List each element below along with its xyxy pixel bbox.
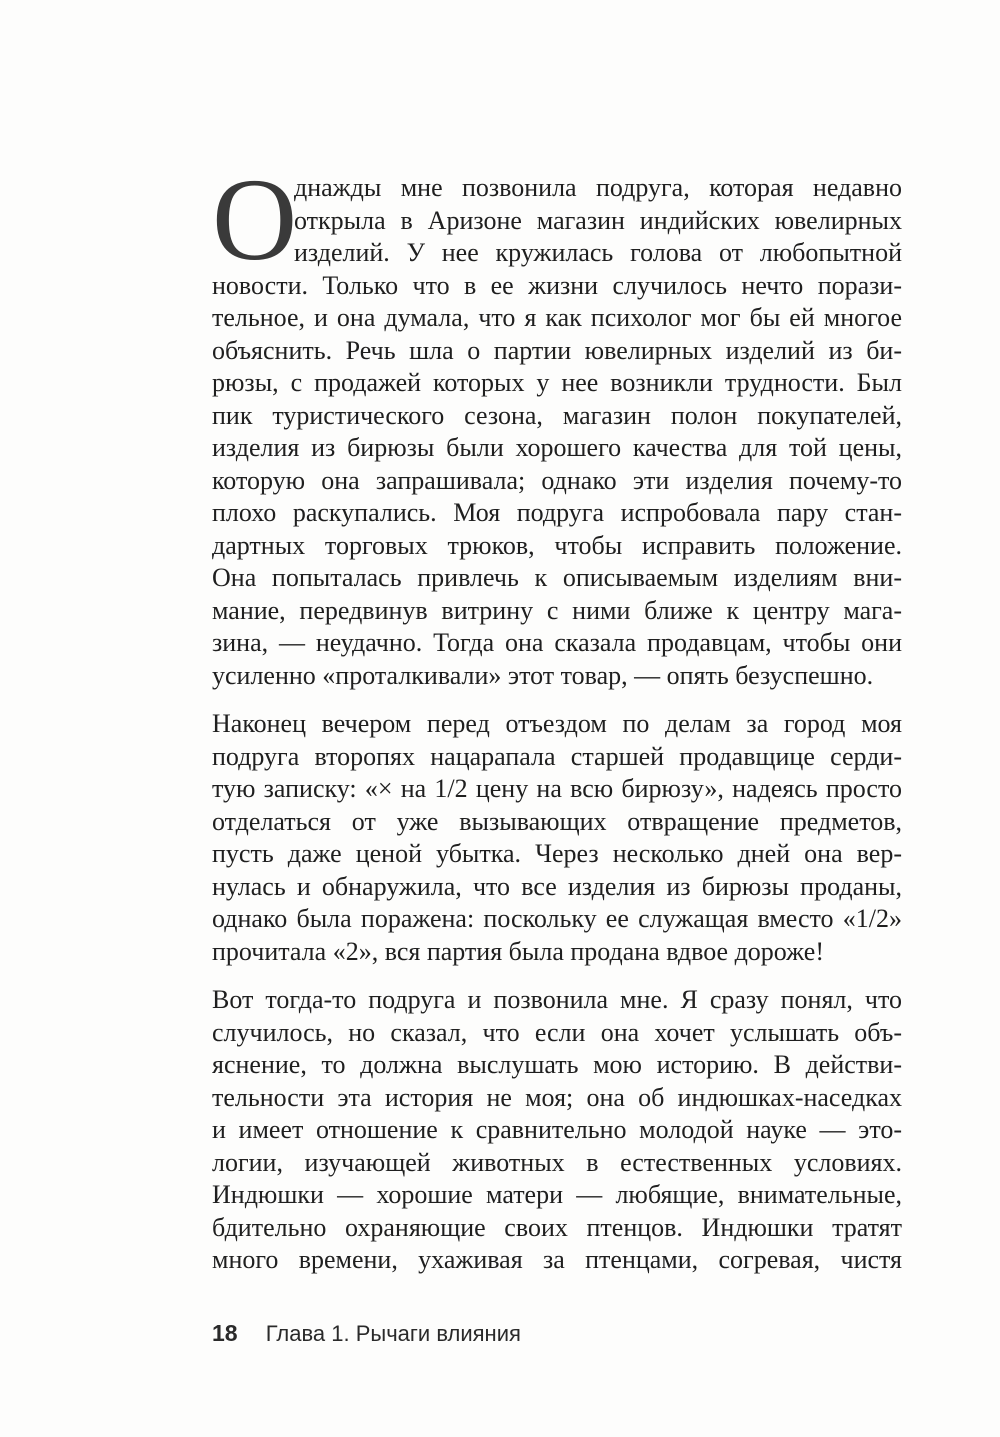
- text-line: объяснить. Речь шла о партии ювелирных изделий из би-: [212, 335, 902, 365]
- text-line: много времени, ухаживая за птенцами, согревая, чистя: [212, 1245, 902, 1274]
- text-line: нулась и обнаружила, что все изделия из бирюзы проданы,: [212, 871, 902, 901]
- text-line: новости. Только что в ее жизни случилось нечто порази-: [212, 270, 902, 300]
- text-line: усиленно «проталкивали» этот товар, — опять безуспешно.: [212, 660, 874, 690]
- paragraph-gap: [212, 968, 902, 984]
- text-line: Индюшки — хорошие матери — любящие, внимательные,: [212, 1180, 902, 1209]
- drop-cap: О: [212, 154, 298, 285]
- text-line: мание, передвинув витрину с ними ближе к центру мага-: [212, 595, 902, 625]
- page-number: 18: [212, 1320, 238, 1346]
- paragraph-3: [212, 984, 902, 1277]
- paragraph-1: [212, 154, 902, 692]
- text-line: дартных торговых трюков, чтобы исправить положение.: [212, 530, 902, 560]
- text-line: однако была поражена: поскольку ее служащая вместо «1/2»: [212, 904, 902, 933]
- text-line: пусть даже ценой убытка. Через несколько дней она вер-: [212, 839, 902, 868]
- text-line: плохо раскупались. Моя подруга испробовала пару стан-: [212, 498, 902, 527]
- text-line: бдительно охраняющие своих птенцов. Индюшки тратят: [212, 1212, 902, 1242]
- text-line: открыла в Аризоне магазин индийских ювелирных: [294, 205, 902, 235]
- text-line: изделий. У нее кружилась голова от любопытной: [294, 238, 902, 267]
- text-line: пик туристического сезона, магазин полон покупателей,: [212, 400, 902, 430]
- paragraph-2: [212, 708, 902, 968]
- text-line: случилось, но сказал, что если она хочет услышать объ-: [212, 1017, 902, 1047]
- chapter-title: Глава 1. Рычаги влияния: [265, 1321, 521, 1346]
- text-line: логии, изучающей животных в естественных условиях.: [212, 1147, 902, 1177]
- text-line: отделаться от уже вызывающих отвращение предметов,: [212, 806, 902, 836]
- text-line: зина, — неудачно. Тогда она сказала продавцам, чтобы они: [212, 628, 902, 657]
- text-line: яснение, то должна выслушать мою историю. В действи-: [212, 1050, 902, 1079]
- text-line: Наконец вечером перед отъездом по делам за город моя: [212, 709, 902, 738]
- page-footer: [212, 1320, 521, 1347]
- paragraph-gap: [212, 692, 902, 708]
- text-line: прочитала «2», вся партия была продана вдвое дороже!: [212, 936, 824, 966]
- text-line: Вот тогда-то подруга и позвонила мне. Я сразу понял, что: [212, 985, 902, 1014]
- text-line: которую она запрашивала; однако эти изделия почему-то: [212, 465, 902, 495]
- text-line: тельности эта история не моя; она об индюшках-наседках: [212, 1082, 902, 1112]
- text-line: изделия из бирюзы были хорошего качества для той цены,: [212, 433, 902, 462]
- body-text: [212, 154, 902, 1277]
- text-line: подруга второпях нацарапала старшей продавщице серди-: [212, 741, 902, 771]
- text-line: Она попыталась привлечь к описываемым изделиям вни-: [212, 563, 902, 592]
- text-line: тельное, и она думала, что я как психолог мог бы ей многое: [212, 303, 902, 332]
- text-line: днажды мне позвонила подруга, которая недавно: [294, 173, 902, 202]
- text-line: тую записку: «× на 1/2 цену на всю бирюзу», надеясь просто: [212, 774, 902, 803]
- text-line: рюзы, с продажей которых у нее возникли трудности. Был: [212, 368, 902, 397]
- text-line: и имеет отношение к сравнительно молодой науке — это-: [212, 1115, 902, 1144]
